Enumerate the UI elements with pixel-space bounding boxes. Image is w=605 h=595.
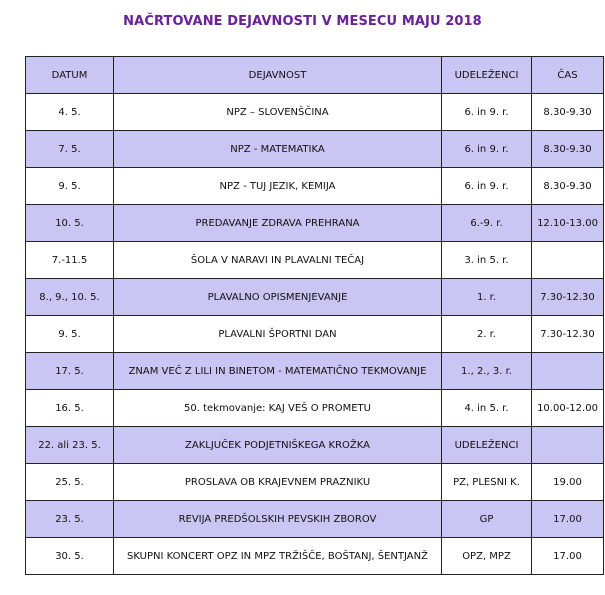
table-row <box>26 464 604 501</box>
table-row <box>26 242 604 279</box>
cell-dejavnost: NPZ - MATEMATIKA <box>114 131 442 168</box>
table-row <box>26 168 604 205</box>
table-row <box>26 501 604 538</box>
cell-datum: 22. ali 23. 5. <box>26 427 114 464</box>
table-row <box>26 94 604 131</box>
cell-cas: 8.30-9.30 <box>532 94 604 131</box>
cell-datum: 30. 5. <box>26 538 114 575</box>
cell-cas: 10.00-12.00 <box>532 390 604 427</box>
activities-table <box>25 56 604 575</box>
cell-udelezenci: 4. in 5. r. <box>442 390 532 427</box>
cell-udelezenci: 6.-9. r. <box>442 205 532 242</box>
header-udelezenci: UDELEŽENCI <box>442 57 532 94</box>
table-row <box>26 427 604 464</box>
cell-udelezenci: UDELEŽENCI <box>442 427 532 464</box>
cell-datum: 9. 5. <box>26 316 114 353</box>
table-header-row <box>26 57 604 94</box>
table-row <box>26 353 604 390</box>
cell-dejavnost: PREDAVANJE ZDRAVA PREHRANA <box>114 205 442 242</box>
cell-udelezenci: 6. in 9. r. <box>442 168 532 205</box>
cell-udelezenci: 1. r. <box>442 279 532 316</box>
cell-cas <box>532 242 604 279</box>
cell-dejavnost: NPZ - TUJ JEZIK, KEMIJA <box>114 168 442 205</box>
cell-udelezenci: GP <box>442 501 532 538</box>
cell-datum: 17. 5. <box>26 353 114 390</box>
cell-cas: 7.30-12.30 <box>532 316 604 353</box>
header-datum: DATUM <box>26 57 114 94</box>
cell-cas: 17.00 <box>532 538 604 575</box>
cell-udelezenci: 6. in 9. r. <box>442 131 532 168</box>
cell-dejavnost: 50. tekmovanje: KAJ VEŠ O PROMETU <box>114 390 442 427</box>
cell-udelezenci: 3. in 5. r. <box>442 242 532 279</box>
cell-dejavnost: SKUPNI KONCERT OPZ IN MPZ TRŽIŠČE, BOŠTANJ, ŠENTJANŽ <box>114 538 442 575</box>
cell-datum: 16. 5. <box>26 390 114 427</box>
cell-cas <box>532 427 604 464</box>
cell-datum: 10. 5. <box>26 205 114 242</box>
cell-dejavnost: ŠOLA V NARAVI IN PLAVALNI TEČAJ <box>114 242 442 279</box>
table-row <box>26 390 604 427</box>
cell-udelezenci: OPZ, MPZ <box>442 538 532 575</box>
cell-cas: 12.10-13.00 <box>532 205 604 242</box>
table-row <box>26 538 604 575</box>
cell-cas: 8.30-9.30 <box>532 168 604 205</box>
cell-udelezenci: 1., 2., 3. r. <box>442 353 532 390</box>
cell-datum: 8., 9., 10. 5. <box>26 279 114 316</box>
cell-datum: 7. 5. <box>26 131 114 168</box>
cell-datum: 7.-11.5 <box>26 242 114 279</box>
header-dejavnost: DEJAVNOST <box>114 57 442 94</box>
table-row <box>26 131 604 168</box>
cell-dejavnost: PLAVALNI ŠPORTNI DAN <box>114 316 442 353</box>
cell-udelezenci: PZ, PLESNI K. <box>442 464 532 501</box>
page-title: NAČRTOVANE DEJAVNOSTI V MESECU MAJU 2018 <box>123 14 482 29</box>
cell-datum: 25. 5. <box>26 464 114 501</box>
cell-cas <box>532 353 604 390</box>
cell-cas: 7.30-12.30 <box>532 279 604 316</box>
cell-dejavnost: REVIJA PREDŠOLSKIH PEVSKIH ZBOROV <box>114 501 442 538</box>
cell-datum: 23. 5. <box>26 501 114 538</box>
cell-dejavnost: ZAKLJUČEK PODJETNIŠKEGA KROŽKA <box>114 427 442 464</box>
table-row <box>26 205 604 242</box>
cell-cas: 8.30-9.30 <box>532 131 604 168</box>
cell-datum: 4. 5. <box>26 94 114 131</box>
header-cas: ČAS <box>532 57 604 94</box>
cell-datum: 9. 5. <box>26 168 114 205</box>
table-row <box>26 279 604 316</box>
cell-dejavnost: PROSLAVA OB KRAJEVNEM PRAZNIKU <box>114 464 442 501</box>
cell-cas: 17.00 <box>532 501 604 538</box>
table-row <box>26 316 604 353</box>
cell-cas: 19.00 <box>532 464 604 501</box>
cell-udelezenci: 6. in 9. r. <box>442 94 532 131</box>
cell-dejavnost: ZNAM VEČ Z LILI IN BINETOM - MATEMATIČNO TEKMOVANJE <box>114 353 442 390</box>
cell-dejavnost: PLAVALNO OPISMENJEVANJE <box>114 279 442 316</box>
cell-dejavnost: NPZ – SLOVENŠČINA <box>114 94 442 131</box>
cell-udelezenci: 2. r. <box>442 316 532 353</box>
